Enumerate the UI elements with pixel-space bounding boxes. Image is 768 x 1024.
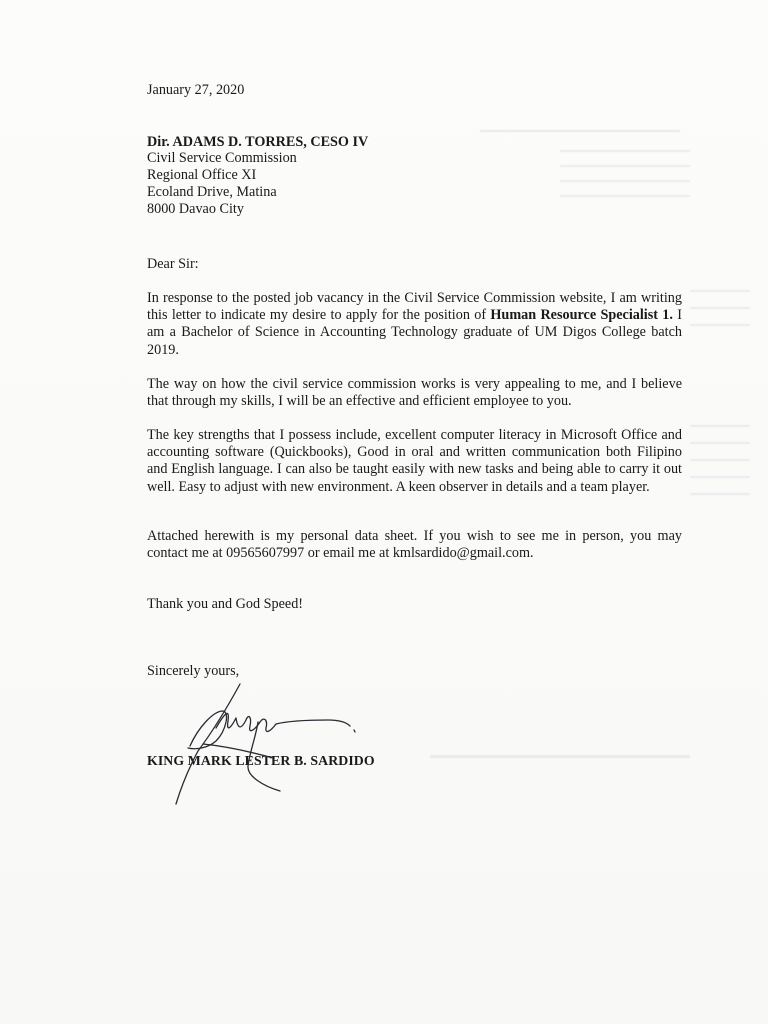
handwritten-signature bbox=[168, 676, 368, 806]
recipient-address-line3: Ecoland Drive, Matina bbox=[147, 184, 277, 200]
letter-date: January 27, 2020 bbox=[147, 82, 245, 98]
recipient-address-line2: Regional Office XI bbox=[147, 167, 257, 183]
closing-line: Sincerely yours, bbox=[147, 663, 240, 679]
salutation: Dear Sir: bbox=[147, 256, 199, 272]
paragraph-introduction-text-c: I am a Bachelor of Science in Accounting Technology graduate of UM Digos College batch 2019. bbox=[147, 307, 682, 358]
paragraph-introduction bbox=[147, 290, 682, 359]
paragraph-contact: Attached herewith is my personal data sheet. If you wish to see me in person, you may contact me at 09565607997 or email me at kmlsardido@gmail.com. bbox=[147, 528, 682, 562]
paragraph-introduction-text-a: In response to the posted job vacancy in the Civil Service Commission website, I am writing this letter to indicate my desire to apply for the position of bbox=[147, 290, 682, 324]
recipient-name: Dir. ADAMS D. TORRES, CESO IV bbox=[147, 134, 369, 150]
position-title: Human Resource Specialist 1. bbox=[490, 307, 673, 324]
recipient-address-line4: 8000 Davao City bbox=[147, 201, 244, 217]
thanks-line: Thank you and God Speed! bbox=[147, 596, 304, 612]
recipient-address-line1: Civil Service Commission bbox=[147, 150, 297, 166]
paragraph-strengths: The key strengths that I possess include, excellent computer literacy in Microsoft Office and accounting software (Quickbooks), Good in oral and written communication both Filipino and English language. I can also be taught easily with new tasks and being able to carry it out well. Easy to adjust with new environment. A keen observer in details and a team player. bbox=[147, 427, 682, 495]
signatory-name: KING MARK LESTER B. SARDIDO bbox=[147, 753, 375, 768]
paragraph-motivation: The way on how the civil service commission works is very appealing to me, and I believe that through my skills, I will be an effective and efficient employee to you. bbox=[147, 376, 682, 410]
